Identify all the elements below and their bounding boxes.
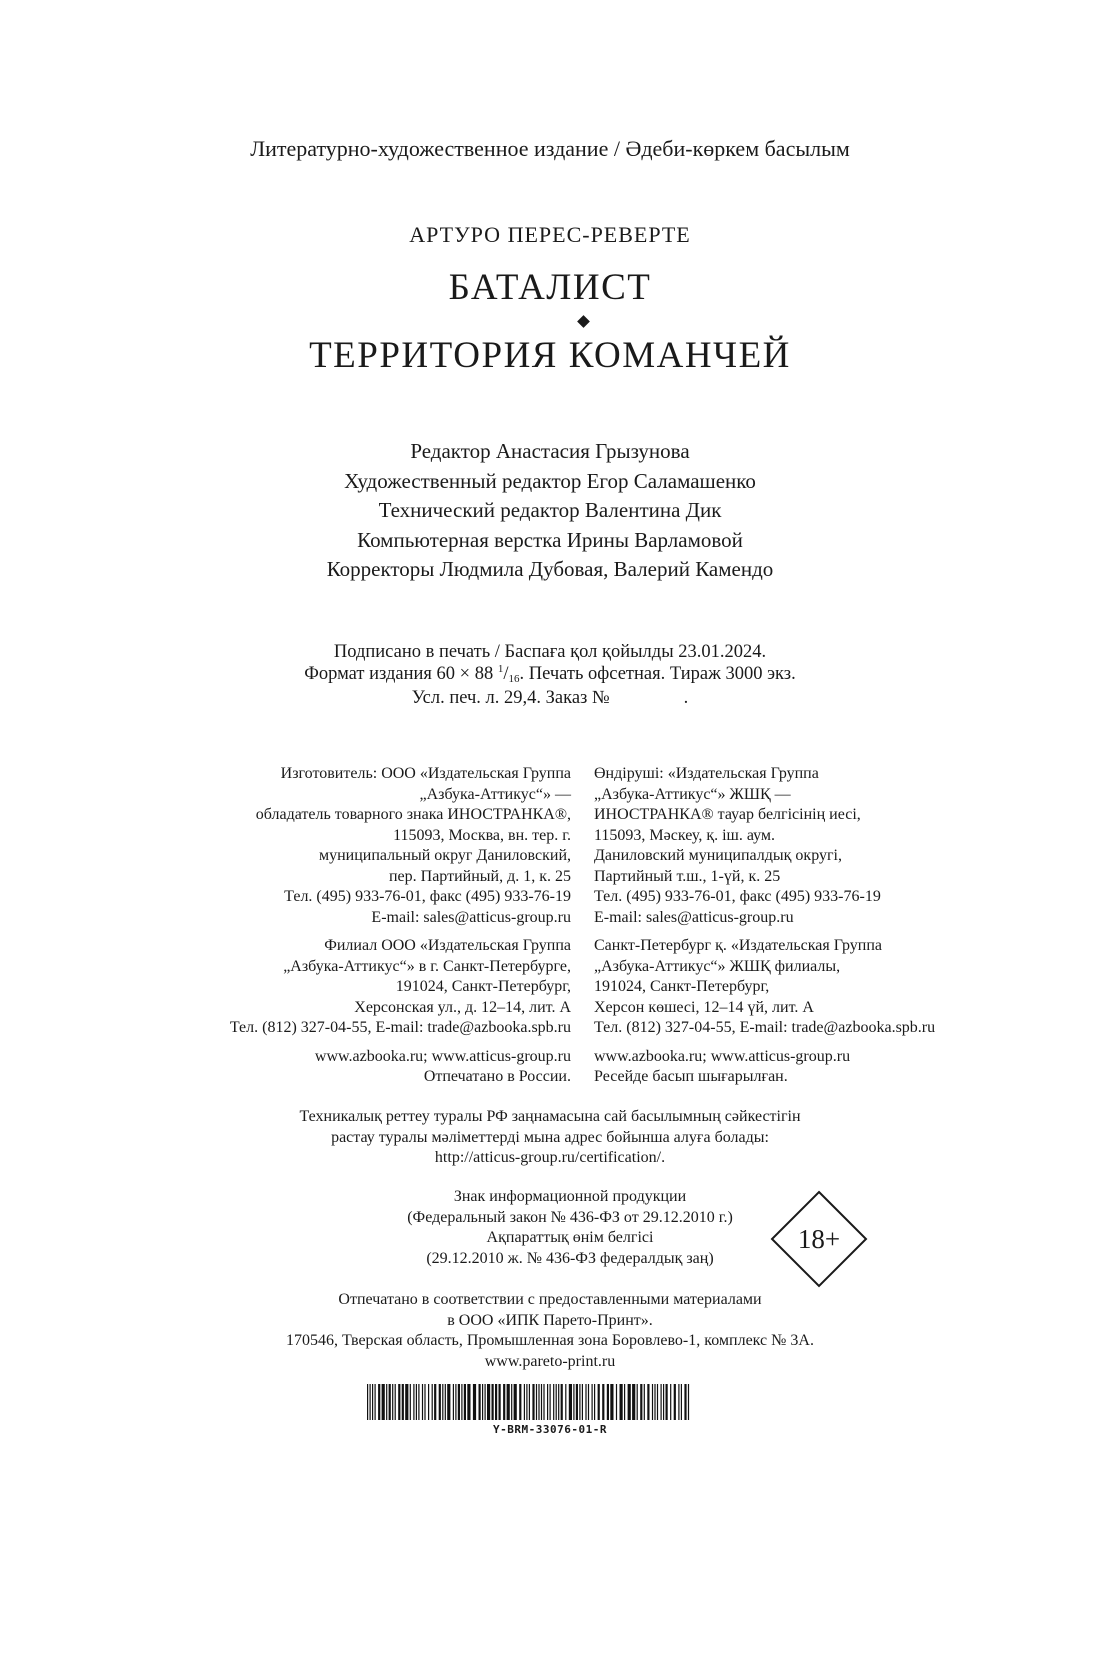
text-line: Изготовитель: ООО «Издательская Группа xyxy=(280,765,571,782)
age-rating-badge xyxy=(770,1190,868,1288)
text-line: (29.12.2010 ж. № 436-ФЗ федералдық заң) xyxy=(426,1249,714,1267)
text-line: „Азбука-Аттикус“» — xyxy=(419,785,571,803)
genre-line: Литературно-художественное издание / Әдеби-көркем басылым xyxy=(250,136,850,161)
text-line: муниципальный округ Даниловский, xyxy=(318,847,571,864)
text-line: Тел. (495) 933-76-01, факс (495) 933-76-19 xyxy=(284,888,571,905)
certification-block xyxy=(0,1107,1100,1169)
text-line: 115093, Мәскеу, қ. іш. аум. xyxy=(594,826,776,844)
text-line: www.azbooka.ru; www.atticus-group.ru xyxy=(314,1047,571,1065)
manufacturer-kz-column xyxy=(594,764,1024,1088)
credits-block xyxy=(0,437,1100,585)
text-line: Тел. (812) 327-04-55, E-mail: trade@azbooka.spb.ru xyxy=(229,1019,571,1036)
author-name: АРТУРО ПЕРЕС-РЕВЕРТЕ xyxy=(409,222,691,247)
print-format-line: Формат издания 60 × 88 $^1$/16. Печать офсетная. Тираж 3000 экз. xyxy=(304,663,796,685)
book-title-2: ТЕРРИТОРИЯ КОМАНЧЕЙ xyxy=(309,335,791,376)
diamond-separator-icon xyxy=(577,315,590,328)
certification-link: http://atticus-group.ru/certification/. xyxy=(434,1149,666,1166)
text-line: www.azbooka.ru; www.atticus-group.ru xyxy=(594,1047,851,1065)
age-rating-label: 18+ xyxy=(797,1224,841,1254)
text-line: Филиал ООО «Издательская Группа xyxy=(324,937,571,954)
text-line: Партийный т.ш., 1-үй, к. 25 xyxy=(594,867,781,885)
text-line: Отпечатано в соответствии с предоставленными материалами xyxy=(338,1291,762,1308)
text-line: „Азбука-Аттикус“» в г. Санкт-Петербурге, xyxy=(283,957,571,975)
text-line: Санкт-Петербург қ. «Издательская Группа xyxy=(594,937,882,954)
text-line: Херсон көшесі, 12–14 үй, лит. А xyxy=(594,998,814,1016)
barcode-icon xyxy=(367,1384,691,1420)
text-line: Өндіруші: «Издательская Группа xyxy=(594,765,819,782)
text-line: Отпечатано в России. xyxy=(423,1068,571,1085)
info-sign-block xyxy=(380,1187,760,1269)
text-line: Даниловский муниципалдық округі, xyxy=(594,847,842,864)
text-line: растау туралы мәліметтерді мына адрес бойынша алуға болады: xyxy=(331,1128,769,1146)
text-line: в ООО «ИПК Парето-Принт». xyxy=(447,1311,653,1329)
text-line: E-mail: sales@atticus-group.ru xyxy=(594,908,794,926)
text-line: www.pareto-print.ru xyxy=(484,1352,616,1370)
print-signed-line: Подписано в печать / Баспаға қол қойылды 23.01.2024. xyxy=(333,642,767,662)
text-line: Херсонская ул., д. 12–14, лит. А xyxy=(354,998,571,1016)
credit-line: Редактор Анастасия Грызунова xyxy=(410,439,690,463)
text-line: „Азбука-Аттикус“» ЖШҚ филиалы, xyxy=(594,957,841,975)
text-line: Тел. (495) 933-76-01, факс (495) 933-76-19 xyxy=(594,888,881,905)
credit-line: Корректоры Людмила Дубовая, Валерий Камендо xyxy=(326,557,774,581)
text-line: „Азбука-Аттикус“» ЖШҚ — xyxy=(594,785,791,803)
text-line: (Федеральный закон № 436-ФЗ от 29.12.2010 г.) xyxy=(407,1208,733,1226)
text-line: ИНОСТРАНКА® тауар белгісінің иесі, xyxy=(594,806,861,823)
printer-block xyxy=(0,1290,1100,1372)
print-order-line: Усл. печ. л. 29,4. Заказ № . xyxy=(411,688,689,708)
manufacturer-ru-column xyxy=(170,764,571,1088)
text-line: Ресейде басып шығарылған. xyxy=(594,1068,788,1085)
text-line: 115093, Москва, вн. тер. г. xyxy=(393,826,571,844)
credit-line: Технический редактор Валентина Дик xyxy=(378,498,722,522)
book-title-1: БАТАЛИСТ xyxy=(448,267,652,308)
text-line: Ақпараттық өнім белгісі xyxy=(486,1229,654,1246)
text-line: 191024, Санкт-Петербург, xyxy=(594,978,770,995)
text-line: Тел. (812) 327-04-55, E-mail: trade@azbooka.spb.ru xyxy=(594,1019,936,1036)
barcode-label: Y-BRM-33076-01-R xyxy=(493,1423,607,1436)
text-line: Знак информационной продукции xyxy=(453,1188,687,1205)
credit-line: Художественный редактор Егор Саламашенко xyxy=(344,468,756,493)
print-info-block xyxy=(0,641,1100,709)
text-line: Техникалық реттеу туралы РФ заңнамасына сай басылымның сәйкестігін xyxy=(299,1108,801,1125)
text-line: 191024, Санкт-Петербург, xyxy=(395,978,571,995)
text-line: E-mail: sales@atticus-group.ru xyxy=(371,908,571,926)
text-line: пер. Партийный, д. 1, к. 25 xyxy=(388,867,571,885)
text-line: 170546, Тверская область, Промышленная зона Боровлево-1, комплекс № 3А. xyxy=(286,1332,814,1349)
text-line: обладатель товарного знака ИНОСТРАНКА®, xyxy=(255,806,571,823)
credit-line: Компьютерная верстка Ирины Варламовой xyxy=(357,527,743,552)
